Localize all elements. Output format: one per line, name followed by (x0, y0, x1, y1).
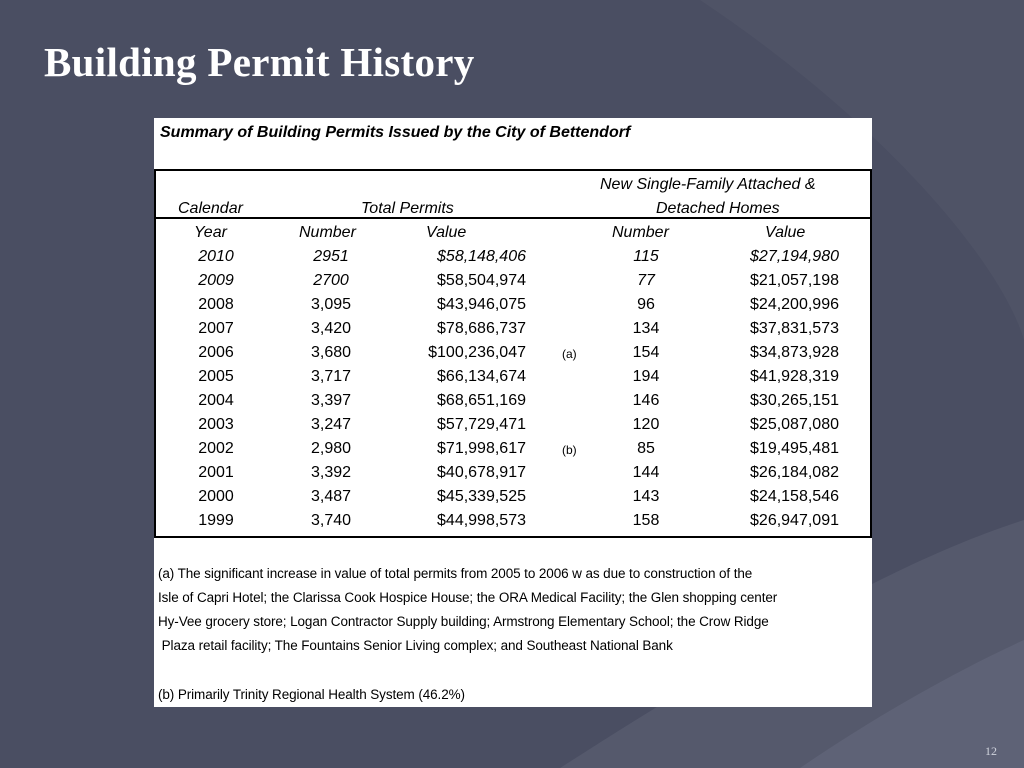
table-cell-value: $44,998,573 (437, 512, 526, 529)
table-cell-homes-number: 120 (632, 416, 660, 433)
table-cell-value: $43,946,075 (437, 296, 526, 313)
table-cell-number: 2700 (313, 272, 349, 289)
table-cell-homes-number: 194 (632, 368, 660, 385)
table-cell-number: 3,420 (310, 320, 352, 337)
permit-table (154, 169, 872, 538)
table-cell-number: 3,740 (310, 512, 352, 529)
table-cell-number: 3,680 (310, 344, 352, 361)
header-homes-value: Value (765, 224, 806, 241)
table-cell-value: $58,504,974 (437, 272, 526, 289)
table-cell-number: 2,980 (310, 440, 352, 457)
table-cell-number: 3,397 (310, 392, 352, 409)
table-title: Summary of Building Permits Issued by the City of Bettendorf (160, 124, 631, 141)
table-cell-number: 3,487 (310, 488, 352, 505)
table-cell-homes-number: 143 (632, 488, 660, 505)
table-cell-homes-value: $37,831,573 (750, 320, 839, 337)
table-cell-homes-number: 158 (632, 512, 660, 529)
table-cell-homes-value: $26,947,091 (750, 512, 839, 529)
header-total-number: Number (299, 224, 356, 241)
table-cell-homes-number: 115 (633, 248, 659, 265)
table-cell-homes-value: $34,873,928 (750, 344, 839, 361)
table-cell-value: $68,651,169 (437, 392, 526, 409)
table-cell-homes-value: $27,194,980 (750, 248, 839, 265)
table-cell-year: 2005 (198, 368, 234, 385)
page-number: 12 (985, 744, 997, 758)
table-cell-year: 2010 (198, 248, 234, 265)
table-cell-value: $40,678,917 (437, 464, 526, 481)
table-cell-footnote-ref: (b) (562, 443, 577, 457)
footnote-a-line3: Hy-Vee grocery store; Logan Contractor Supply building; Armstrong Elementary School; the Crow Ridge (158, 614, 769, 629)
table-cell-year: 1999 (198, 512, 234, 529)
footnote-a-line2: Isle of Capri Hotel; the Clarissa Cook Hospice House; the ORA Medical Facility; the Glen shopping center (158, 590, 778, 605)
table-cell-homes-value: $41,928,319 (750, 368, 839, 385)
table-cell-value: $58,148,406 (437, 248, 526, 265)
table-cell-year: 2007 (198, 320, 234, 337)
table-cell-year: 2001 (198, 464, 234, 481)
table-cell-homes-number: 146 (632, 392, 660, 409)
header-total-value: Value (426, 224, 467, 241)
table-cell-year: 2004 (198, 392, 234, 409)
slide-title: Building Permit History (44, 39, 475, 85)
table-cell-number: 3,717 (310, 368, 352, 385)
table-cell-homes-value: $24,158,546 (750, 488, 839, 505)
table-cell-homes-number: 134 (632, 320, 660, 337)
table-cell-homes-number: 77 (637, 272, 655, 289)
table-cell-homes-value: $24,200,996 (750, 296, 839, 313)
table-cell-value: $71,998,617 (437, 440, 526, 457)
table-cell-number: 2951 (313, 248, 349, 265)
table-cell-homes-value: $25,087,080 (750, 416, 839, 433)
table-cell-homes-value: $26,184,082 (750, 464, 839, 481)
table-cell-year: 2006 (198, 344, 234, 361)
table-cell-homes-value: $21,057,198 (750, 272, 839, 289)
header-year: Year (194, 224, 227, 241)
table-cell-year: 2008 (198, 296, 234, 313)
footnote-a-line1: (a) The significant increase in value of total permits from 2005 to 2006 w as due to construction of the (158, 566, 753, 581)
table-cell-number: 3,095 (310, 296, 352, 313)
table-cell-value: $100,236,047 (428, 344, 526, 361)
table-cell-homes-number: 144 (632, 464, 660, 481)
header-homes-line1: New Single-Family Attached & (600, 176, 816, 193)
table-cell-year: 2009 (198, 272, 234, 289)
table-cell-value: $78,686,737 (437, 320, 526, 337)
table-cell-year: 2000 (198, 488, 234, 505)
footnote-a-line4: Plaza retail facility; The Fountains Senior Living complex; and Southeast National Bank (158, 638, 673, 653)
table-cell-homes-number: 96 (637, 296, 655, 313)
table-cell-footnote-ref: (a) (562, 347, 577, 361)
table-cell-year: 2002 (198, 440, 234, 457)
table-cell-homes-number: 85 (637, 440, 655, 457)
header-total-permits: Total Permits (361, 200, 454, 217)
table-cell-number: 3,392 (310, 464, 352, 481)
table-cell-homes-number: 154 (632, 344, 660, 361)
table-cell-value: $45,339,525 (437, 488, 526, 505)
table-cell-year: 2003 (198, 416, 234, 433)
header-homes-number: Number (612, 224, 669, 241)
table-cell-value: $66,134,674 (437, 368, 526, 385)
header-homes-line2: Detached Homes (656, 200, 780, 217)
header-calendar: Calendar (178, 200, 243, 217)
permit-table-sheet (154, 118, 872, 707)
table-cell-number: 3,247 (310, 416, 352, 433)
table-cell-homes-value: $30,265,151 (750, 392, 839, 409)
table-cell-homes-value: $19,495,481 (750, 440, 839, 457)
footnote-b: (b) Primarily Trinity Regional Health System (46.2%) (158, 687, 465, 702)
table-cell-value: $57,729,471 (437, 416, 526, 433)
